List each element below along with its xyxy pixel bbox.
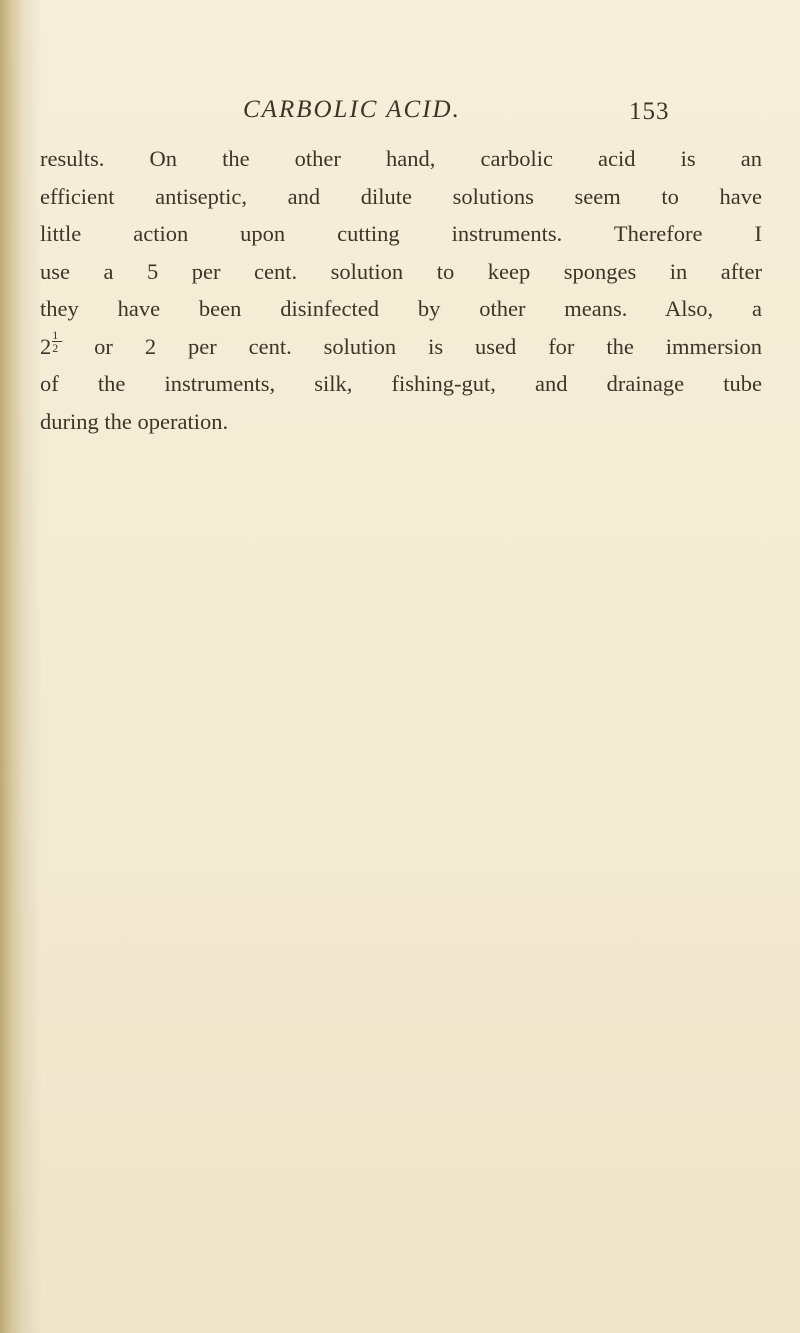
fraction-denominator: 2 — [52, 340, 59, 355]
text-line: results. On the other hand, carbolic acid is an — [40, 146, 762, 171]
text-line: they have been disinfected by other means. Also, a — [40, 296, 762, 321]
page-gutter-shadow — [0, 0, 22, 1333]
running-title: CARBOLIC ACID. — [243, 96, 461, 123]
text-line: use a 5 per cent. solution to keep sponges in after — [40, 258, 762, 284]
fraction-line-rest: or 2 per cent. solution is used for the immersion — [62, 333, 762, 359]
fraction-half — [52, 329, 62, 354]
text-line-with-fraction — [40, 328, 762, 366]
text-line: efficient antiseptic, and dilute solutions seem to have — [40, 183, 762, 209]
body-paragraph — [40, 140, 762, 440]
running-head — [0, 96, 800, 136]
text-line: little action upon cutting instruments. Therefore I — [40, 221, 762, 246]
text-line: during the operation. — [40, 408, 229, 434]
fraction-numerator: 1 — [52, 329, 62, 342]
page-number: 153 — [629, 98, 670, 125]
fraction-whole: 2 — [40, 333, 52, 359]
text-line: of the instruments, silk, fishing-gut, and drainage tube — [40, 371, 762, 396]
